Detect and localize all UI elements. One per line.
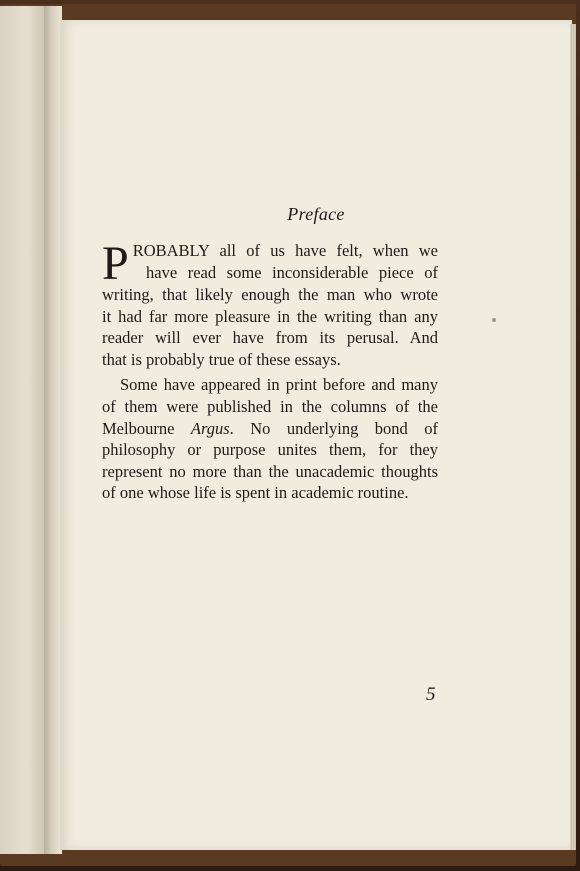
text-line: of one whose life is spent in academic routine.	[102, 483, 409, 503]
text-line: Some have appeared in print before and many	[120, 375, 438, 395]
page-number: 5	[426, 684, 436, 705]
publication-name: Argus	[190, 418, 230, 438]
left-page	[0, 6, 45, 854]
text-line: ROBABLY all of us have felt, when we	[132, 241, 438, 260]
text-line: that is probably true of these essays.	[102, 349, 341, 369]
text-line-argus	[102, 418, 438, 440]
text-line: reader will ever have from its perusal. And	[102, 328, 438, 348]
text-line: have read some inconsiderable piece of	[146, 262, 438, 282]
text-run: Melbourne	[102, 418, 191, 438]
text-line: of them were published in the columns of the	[102, 396, 438, 416]
page-heading: Preface	[287, 204, 345, 224]
text-line: philosophy or purpose unites them, for they	[102, 440, 438, 460]
paragraph-2	[102, 374, 438, 504]
paper-smudge	[492, 318, 496, 322]
paragraph-1	[102, 237, 438, 370]
text-line: represent no more than the unacademic thoughts	[102, 461, 438, 481]
text-line: it had far more pleasure in the writing than any	[102, 306, 438, 326]
preface-body	[102, 237, 438, 504]
drop-cap: P	[102, 237, 129, 290]
page-edge	[570, 24, 576, 850]
text-run: . No underlying bond of	[229, 418, 438, 438]
text-line: writing, that likely enough the man who wrote	[102, 285, 438, 304]
